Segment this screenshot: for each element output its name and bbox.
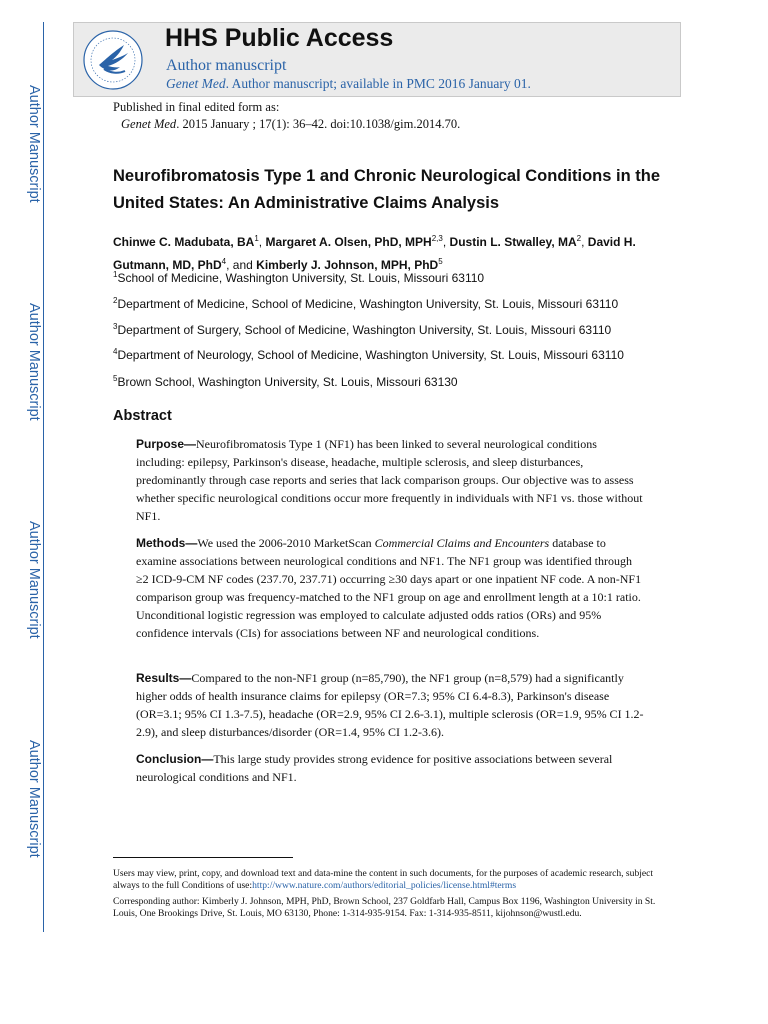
author-sup: 2 xyxy=(576,234,582,243)
author-name: Margaret A. Olsen, PhD, MPH xyxy=(265,235,432,249)
affiliation xyxy=(113,270,484,285)
published-citation xyxy=(121,117,460,132)
abstract-heading: Abstract xyxy=(113,408,172,424)
published-label: Published in final edited form as: xyxy=(113,100,280,114)
methods-text: We used the 2006-2010 MarketScan xyxy=(197,536,375,550)
affiliation-text: Department of Neurology, School of Medicine, Washington University, St. Louis, Missouri 63110 xyxy=(117,348,624,362)
conclusion-label: Conclusion— xyxy=(136,752,214,766)
sidebar-label: Author Manuscript xyxy=(26,85,42,203)
hhs-eagle-logo-icon xyxy=(82,29,144,91)
purpose-text: Neurofibromatosis Type 1 (NF1) has been linked to several neurological conditions including: epilepsy, Parkinson's disease, headache, multiple sclerosis, and sleep disturbances, predominantly through case reports and series that lack comparison groups. Our objective was to assess whether specific neurological conditions occur more frequently in individuals with NF1 vs. those without NF1. xyxy=(136,437,643,523)
affiliation-text: School of Medicine, Washington University, St. Louis, Missouri 63110 xyxy=(117,271,485,285)
affiliation-text: Brown School, Washington University, St. Louis, Missouri 63130 xyxy=(117,375,458,389)
affiliation-sup: 2 xyxy=(113,296,118,305)
affiliation-text: Department of Medicine, School of Medicine, Washington University, St. Louis, Missouri 63110 xyxy=(117,297,619,311)
affiliation-sup: 5 xyxy=(113,374,118,383)
author-sup: 5 xyxy=(438,257,443,266)
abstract-conclusion xyxy=(136,750,646,786)
availability-text: . Author manuscript; available in PMC 2016 January 01. xyxy=(225,76,531,91)
footnote-rule xyxy=(113,857,293,858)
affiliation xyxy=(113,347,624,362)
author-name: David H. Gutmann, MD, PhD xyxy=(113,235,636,272)
sidebar-label: Author Manuscript xyxy=(26,521,42,639)
affiliation xyxy=(113,374,458,389)
abstract-results xyxy=(136,669,646,741)
rights-text: Users may view, print, copy, and download text and data-mine the content in such documents, for the purposes of academic research, subject always to the full Conditions of use: xyxy=(113,868,654,891)
sidebar-rule xyxy=(43,22,44,932)
citation-text: . 2015 January ; 17(1): 36–42. doi:10.1038/gim.2014.70. xyxy=(176,117,461,131)
results-text: Compared to the non-NF1 group (n=85,790), the NF1 group (n=8,579) had a significantly higher odds of health insurance claims for epilepsy (OR=7.3; 95% CI 6.4-8.3), Parkinson's disease (OR=3.1; 95% CI 1.3-7.5), headache (OR=2.9, 95% CI 2.6-3.1), multiple sclerosis (OR=1.9, 95% CI 1.2-2.9), and sleep disturbances/disorder (OR=1.4, 95% CI 1.2-3.6). xyxy=(136,671,644,739)
footnote-corresponding: Corresponding author: Kimberly J. Johnson, MPH, PhD, Brown School, 237 Goldfarb Hall, Campus Box 1196, Washington University in St. Louis, One Brookings Drive, St. Louis, MO 63130, Phone: 1-314-935-9154. Fax: 1-314-935-8511, kijohnson@wustl.edu. xyxy=(113,896,656,919)
author-list: Chinwe C. Madubata, $BA^1$, Margaret A. Olsen, PhD, MPH$^{2,3}$, Dustin L. Stwalley, $MA^2$, David H. Gutmann, MD, PhD$^4$, and Kimberly J. Johnson, MPH, PhD$^5$ xyxy=(113,234,636,272)
sidebar-label: Author Manuscript xyxy=(26,740,42,858)
license-link[interactable]: http://www.nature.com/authors/editorial_policies/license.html#terms xyxy=(252,880,517,891)
methods-text: database to examine associations between neurological conditions and NF1. The NF1 group was identified through ≥2 ICD-9-CM NF codes (237.70, 237.71) occurring ≥30 days apart or one inpatient NF code. A non-NF1 comparison group was frequency-matched to the NF1 group on age and enrollment length at a 10:1 ratio. Unconditional logistic regression was employed to calculate adjusted odds ratios (ORs) and 95% confidence intervals (CIs) for associations between NF and neurological conditions. xyxy=(136,536,642,640)
author-name: Chinwe C. Madubata, BA xyxy=(113,235,255,249)
affiliation xyxy=(113,322,611,337)
affiliation xyxy=(113,296,618,311)
hhs-availability xyxy=(166,76,531,92)
author-name: Kimberly J. Johnson, MPH, PhD xyxy=(256,258,439,272)
methods-italic: Commercial Claims and Encounters xyxy=(374,536,550,550)
article-title: Neurofibromatosis Type 1 and Chronic Neurological Conditions in the United States: An Administrative Claims Analysis xyxy=(113,167,660,212)
author-sup: 4 xyxy=(221,257,227,266)
affiliation-sup: 1 xyxy=(113,270,118,279)
affiliation-sup: 4 xyxy=(113,347,118,356)
results-label: Results— xyxy=(136,671,192,685)
author-sup: 1 xyxy=(254,234,259,243)
purpose-label: Purpose— xyxy=(136,437,197,451)
conclusion-text: This large study provides strong evidence for positive associations between several neurological conditions and NF1. xyxy=(136,752,613,784)
author-name: Dustin L. Stwalley, MA xyxy=(449,235,577,249)
hhs-title: HHS Public Access xyxy=(165,24,394,52)
affiliation-sup: 3 xyxy=(113,322,118,331)
abstract-methods xyxy=(136,534,646,642)
affiliation-text: Department of Surgery, School of Medicine, Washington University, St. Louis, Missouri 63110 xyxy=(117,323,612,337)
footnote-rights xyxy=(113,868,658,892)
sidebar-label: Author Manuscript xyxy=(26,303,42,421)
methods-label: Methods— xyxy=(136,536,198,550)
journal-name: Genet Med xyxy=(121,117,177,131)
abstract-purpose xyxy=(136,435,646,525)
authors-and: and xyxy=(232,258,253,272)
journal-name: Genet Med xyxy=(166,76,226,91)
hhs-subtitle: Author manuscript xyxy=(166,57,287,74)
author-sup: 2,3 xyxy=(431,234,443,243)
